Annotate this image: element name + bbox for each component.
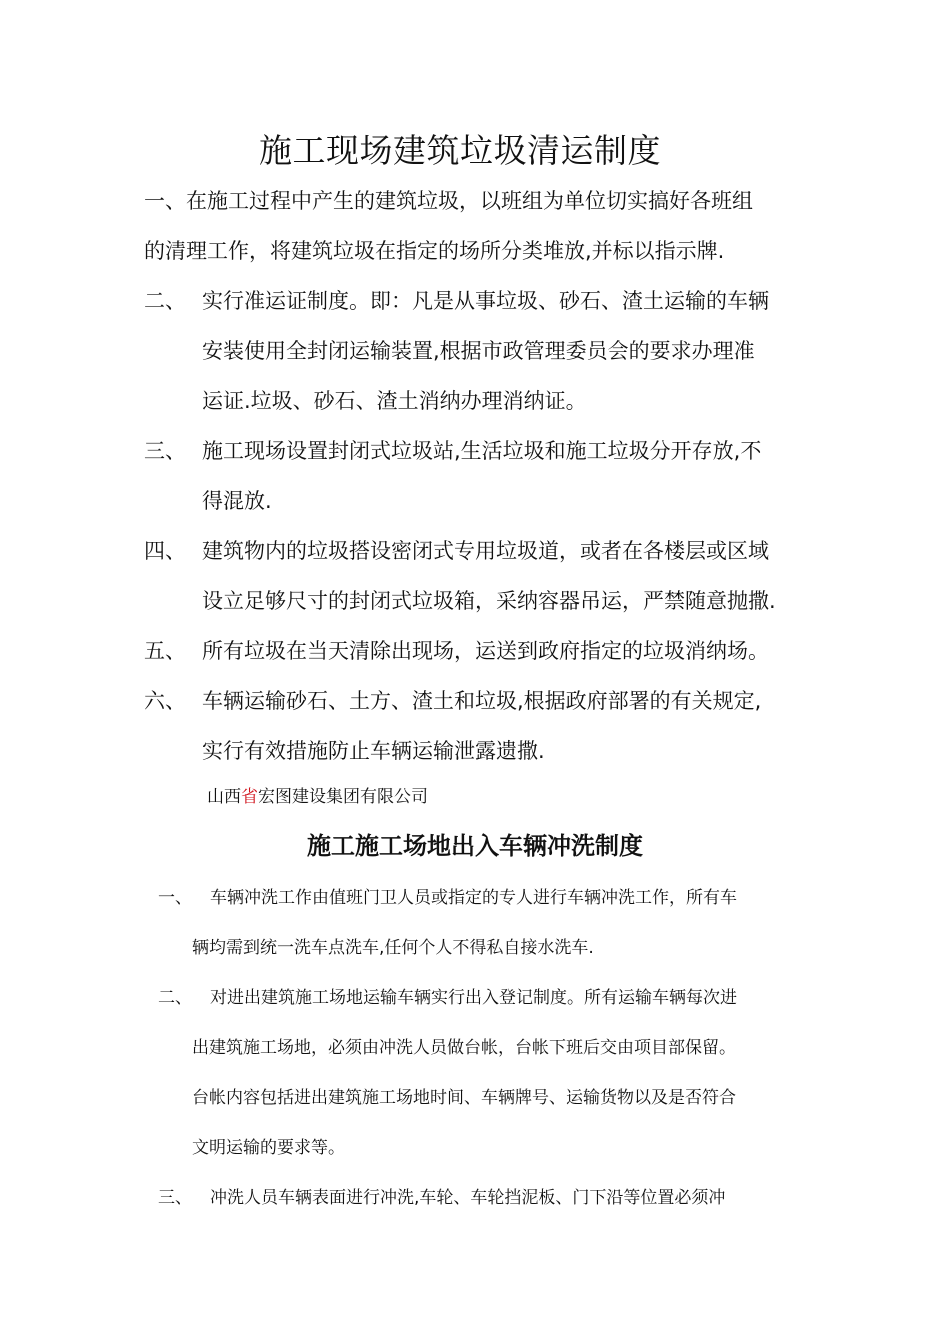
section2-list xyxy=(158,873,818,1223)
item-line: 得混放. xyxy=(202,489,272,513)
list-item xyxy=(144,676,824,776)
item-number: 二、 xyxy=(144,289,186,313)
item-line: 出建筑施工场地，必须由冲洗人员做台帐，台帐下班后交由项目部保留。 xyxy=(192,1038,736,1058)
item-number: 一、 xyxy=(158,888,192,908)
item-line: 安装使用全封闭运输装置,根据市政管理委员会的要求办理准 xyxy=(202,339,755,363)
item-line: 实行准运证制度。即：凡是从事垃圾、砂石、渣土运输的车辆 xyxy=(202,289,769,313)
item-line: 台帐内容包括进出建筑施工场地时间、车辆牌号、运输货物以及是否符合 xyxy=(192,1088,736,1108)
document-title: 施工现场建筑垃圾清运制度 xyxy=(259,131,661,170)
item-line: 辆均需到统一洗车点洗车,任何个人不得私自接水洗车. xyxy=(192,938,594,958)
list-item xyxy=(144,276,824,426)
item-line: 车辆运输砂石、土方、渣土和垃圾,根据政府部署的有关规定, xyxy=(202,689,762,713)
list-item xyxy=(158,973,818,1173)
item-line xyxy=(144,176,824,226)
item-line: 文明运输的要求等。 xyxy=(192,1138,345,1158)
section2-title: 施工施工场地出入车辆冲洗制度 xyxy=(307,832,643,860)
list-item xyxy=(158,1173,818,1223)
list-item xyxy=(144,176,824,276)
item-line: 运证.垃圾、砂石、渣土消纳办理消纳证。 xyxy=(202,389,587,413)
list-item xyxy=(158,873,818,973)
item-number: 四、 xyxy=(144,539,186,563)
item-line: 施工现场设置封闭式垃圾站,生活垃圾和施工垃圾分开存放,不 xyxy=(202,439,762,463)
list-item xyxy=(144,626,824,676)
item-line: 车辆冲洗工作由值班门卫人员或指定的专人进行车辆冲洗工作，所有车 xyxy=(210,888,737,908)
item-number: 一、 xyxy=(144,189,186,213)
company-highlight: 省 xyxy=(241,787,258,807)
item-number: 三、 xyxy=(144,439,186,463)
list-item xyxy=(144,426,824,526)
company-name: 山西省宏图建设集团有限公司 xyxy=(207,787,428,807)
item-number: 六、 xyxy=(144,689,186,713)
item-number: 二、 xyxy=(158,988,192,1008)
item-number: 三、 xyxy=(158,1188,192,1208)
item-line: 冲洗人员车辆表面进行冲洗,车轮、车轮挡泥板、门下沿等位置必须冲 xyxy=(210,1188,726,1208)
item-line: 设立足够尺寸的封闭式垃圾箱，采纳容器吊运，严禁随意抛撒. xyxy=(202,589,776,613)
item-line: 对进出建筑施工场地运输车辆实行出入登记制度。所有运输车辆每次进 xyxy=(210,988,737,1008)
item-line: 所有垃圾在当天清除出现场，运送到政府指定的垃圾消纳场。 xyxy=(202,639,769,663)
item-number: 五、 xyxy=(144,639,186,663)
section1-list xyxy=(144,176,824,776)
item-line: 实行有效措施防止车辆运输泄露遗撒. xyxy=(202,739,545,763)
list-item xyxy=(144,526,824,626)
item-line: 建筑物内的垃圾搭设密闭式专用垃圾道，或者在各楼层或区域 xyxy=(202,539,769,563)
item-text: 在施工过程中产生的建筑垃圾，以班组为单位切实搞好各班组 xyxy=(186,189,753,213)
item-line: 的清理工作，将建筑垃圾在指定的场所分类堆放,并标以指示牌. xyxy=(144,239,725,263)
